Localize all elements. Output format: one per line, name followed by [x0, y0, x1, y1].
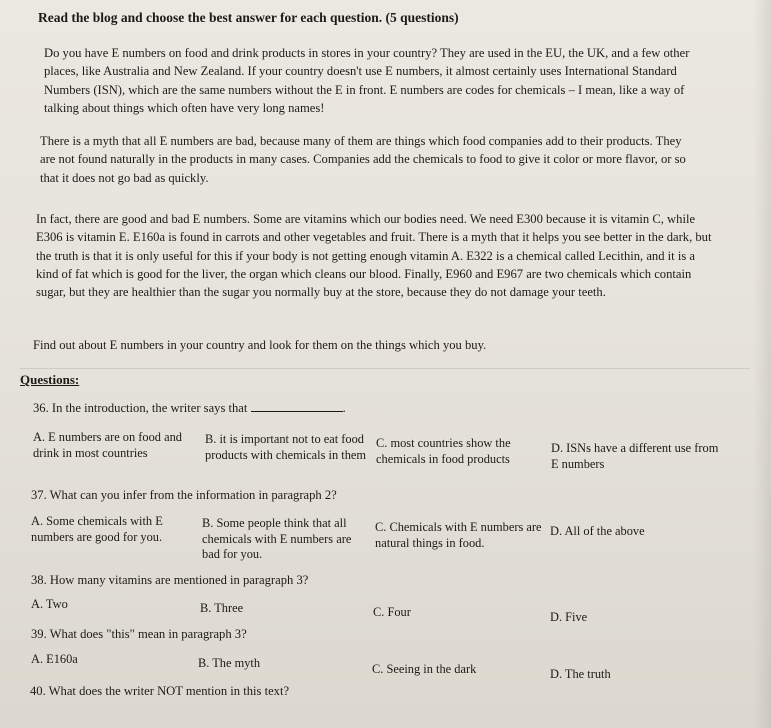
question-40-stem: 40. What does the writer NOT mention in this text? [30, 684, 290, 698]
question-38-option-b: B. Three [200, 601, 244, 615]
instruction-title: Read the blog and choose the best answer for each question. (5 questions) [38, 10, 459, 25]
paragraph-3: In fact, there are good and bad E numbers. Some are vitamins which our bodies need. We need E300 because it is vitamin C, while E306 is vitamin E. E160a is found in carrots and other vegetables and fruit. There is a myth that it helps you see better in the dark, but the truth is that it is only useful for this if your body is not getting enough vitamin A. E322 is a chemical called Lecithin, and it is a kind of fat which is good for the liver, the organ which cleans our blood. Finally, E960 and E967 are two chemicals which contain sugar, but they are healthier than the sugar you normally buy at the store, because they do not damage your teeth. [36, 212, 712, 300]
answer-blank [251, 401, 343, 412]
question-39-option-c: C. Seeing in the dark [372, 662, 477, 676]
question-37-option-c: C. Chemicals with E numbers are natural things in food. [375, 520, 542, 550]
question-36-text: 36. In the introduction, the writer says that [33, 401, 248, 415]
paragraph-2: There is a myth that all E numbers are bad, because many of them are things which food companies add to their products. They are not found naturally in the products in many cases. Companies add the chemicals to food to give it color or more flavor, or so that it does not go bad as quickly. [40, 134, 686, 185]
question-36-option-d: D. ISNs have a different use from E numbers [551, 441, 719, 471]
question-39-stem: 39. What does "this" mean in paragraph 3? [31, 627, 247, 641]
question-38-option-d: D. Five [550, 610, 588, 624]
questions-heading: Questions: [20, 372, 80, 387]
question-36-option-a: A. E numbers are on food and drink in most countries [33, 430, 182, 460]
question-38-stem: 38. How many vitamins are mentioned in paragraph 3? [31, 573, 309, 587]
question-36-option-b: B. it is important not to eat food products with chemicals in them [205, 432, 367, 462]
question-37-option-a: A. Some chemicals with E numbers are good for you. [31, 514, 163, 544]
question-39-option-d: D. The truth [550, 667, 611, 681]
question-36-stem-end: . [342, 401, 346, 415]
question-39-option-a: A. E160a [31, 652, 78, 666]
question-37-option-d: D. All of the above [550, 524, 645, 538]
paragraph-4: Find out about E numbers in your country and look for them on the things which you buy. [33, 338, 487, 352]
question-38-option-c: C. Four [373, 605, 411, 619]
question-36-option-c: C. most countries show the chemicals in food products [376, 436, 511, 466]
question-39-option-b: B. The myth [198, 656, 261, 670]
question-36-stem [33, 400, 346, 416]
question-37-option-b: B. Some people think that all chemicals with E numbers are bad for you. [202, 516, 352, 561]
page-edge-shadow [753, 0, 771, 728]
paragraph-1: Do you have E numbers on food and drink products in stores in your country? They are used in the EU, the UK, and a few other places, like Australia and New Zealand. If your country doesn't use E numbers, it almost certainly uses International Standard Numbers (ISN), which are the same numbers without the E in front. E numbers are codes for chemicals – I mean, like a way of talking about things which often have very long names! [44, 46, 690, 115]
question-37-stem: 37. What can you infer from the information in paragraph 2? [31, 488, 337, 502]
question-38-option-a: A. Two [31, 597, 68, 611]
divider [20, 368, 750, 369]
